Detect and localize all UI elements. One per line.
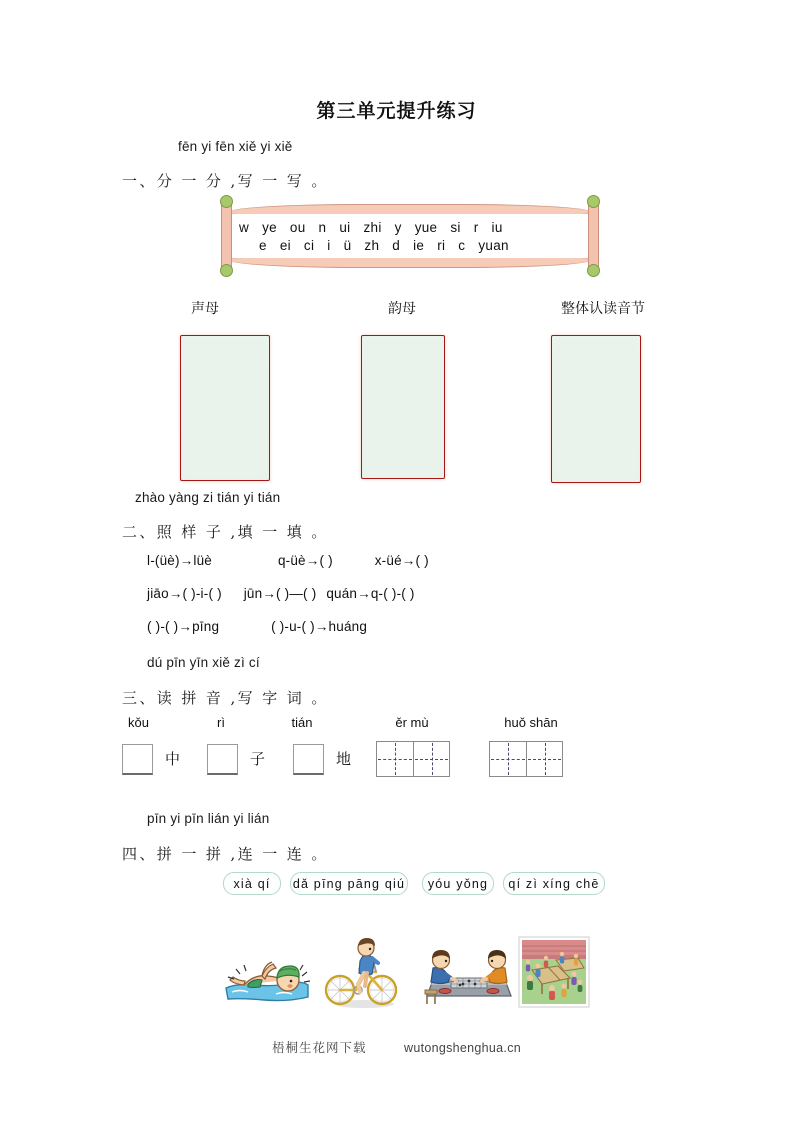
- section2-pinyin-prompt: zhào yàng zi tián yi tián: [135, 490, 281, 505]
- pinyin-token: r: [473, 219, 479, 235]
- pill-xia-qi[interactable]: xià qí: [223, 872, 281, 895]
- pinyin-token: e: [259, 237, 267, 253]
- trailing-char-zi: 子: [250, 750, 266, 768]
- syllable-label-ri: rì: [217, 715, 225, 730]
- exercise-item[interactable]: x-üé→( ): [374, 553, 429, 568]
- exercise-item[interactable]: jūn→( )—( ): [243, 586, 317, 601]
- section3-pinyin-prompt: dú pīn yīn xiě zì cí: [147, 655, 260, 670]
- exercise-item[interactable]: ( )-u-( )→huáng: [271, 619, 368, 634]
- pinyin-token: yuan: [478, 237, 509, 253]
- syllable-label-ermu: ěr mù: [395, 715, 429, 730]
- section3-heading: 三、读 拼 音 ,写 字 词 。: [122, 689, 329, 707]
- pinyin-token: zhi: [363, 219, 382, 235]
- pinyin-token: ri: [437, 237, 446, 253]
- category-label-zhengti: 整体认读音节: [561, 301, 645, 317]
- scroll-row-1: [239, 220, 591, 235]
- section4-pinyin-prompt: pīn yi pīn lián yi lián: [147, 811, 270, 826]
- pill-you-yong[interactable]: yóu yǒng: [422, 872, 494, 895]
- trailing-char-zhong: 中: [165, 750, 181, 768]
- pinyin-token: ie: [413, 237, 425, 253]
- scroll-rod-left: [221, 200, 232, 274]
- exercise-item: l-(üè)→lüè: [147, 553, 213, 568]
- swimming-illustration: [218, 940, 318, 1008]
- answer-box-inner: [183, 338, 267, 478]
- exercise-item[interactable]: ( )-( )→pīng: [147, 619, 220, 634]
- exercise-row-3: [147, 619, 367, 634]
- footer-site-name: 梧桐生花网下载: [272, 1040, 367, 1055]
- pinyin-scroll-banner: [221, 196, 599, 276]
- exercise-item[interactable]: q-üè→( ): [277, 553, 333, 568]
- pinyin-token: d: [392, 237, 401, 253]
- pinyin-token: y: [394, 219, 402, 235]
- tianzi-grid-ermu[interactable]: [376, 741, 450, 777]
- write-box-tian[interactable]: [293, 744, 324, 775]
- chess-illustration: [419, 938, 519, 1010]
- answer-box-inner: [364, 338, 442, 476]
- tianzi-cell[interactable]: [526, 742, 562, 776]
- pinyin-token: iu: [491, 219, 503, 235]
- exercise-item[interactable]: jiāo→( )-i-( ): [147, 586, 222, 601]
- scroll-row-2: [239, 238, 591, 253]
- scroll-knob-top-left-icon: [220, 195, 233, 208]
- answer-box-shengmu[interactable]: [180, 335, 270, 481]
- scroll-knob-top-right-icon: [587, 195, 600, 208]
- pinyin-token: ye: [262, 219, 277, 235]
- syllable-label-tian: tián: [291, 715, 313, 730]
- pinyin-token: ui: [339, 219, 351, 235]
- pinyin-token: i: [327, 237, 331, 253]
- cycling-illustration: [320, 932, 404, 1010]
- section1-pinyin-prompt: fēn yi fēn xiě yi xiě: [178, 139, 293, 154]
- pinyin-token: c: [458, 237, 466, 253]
- pinyin-token: ü: [343, 237, 352, 253]
- pinyin-token: si: [450, 219, 461, 235]
- answer-box-zhengti[interactable]: [551, 335, 641, 483]
- scroll-knob-bottom-left-icon: [220, 264, 233, 277]
- pinyin-token: w: [239, 219, 250, 235]
- answer-box-yunmu[interactable]: [361, 335, 445, 479]
- section1-heading: 一、分 一 分 ,写 一 写 。: [122, 172, 329, 190]
- scroll-paper: [229, 214, 591, 258]
- tianzi-cell[interactable]: [377, 742, 413, 776]
- scroll-knob-bottom-right-icon: [587, 264, 600, 277]
- exercise-item[interactable]: quán→q-( )-( ): [326, 586, 415, 601]
- pinyin-token: ci: [303, 237, 315, 253]
- pinyin-token: zh: [364, 237, 380, 253]
- category-label-shengmu: 声母: [191, 301, 219, 317]
- scroll-rod-right: [588, 200, 599, 274]
- pinyin-token: ou: [289, 219, 306, 235]
- footer-site-url: wutongshenghua.cn: [404, 1041, 521, 1055]
- pill-da-ping-pang-qiu[interactable]: dǎ pīng pāng qiú: [290, 872, 408, 895]
- pinyin-token: n: [318, 219, 327, 235]
- tianzi-grid-huoshan[interactable]: [489, 741, 563, 777]
- pill-qi-zi-xing-che[interactable]: qí zì xíng chē: [503, 872, 605, 895]
- pinyin-token: ei: [279, 237, 291, 253]
- footer: [0, 1038, 793, 1056]
- pingpong-scene-illustration: [518, 936, 590, 1008]
- category-label-yunmu: 韵母: [388, 301, 416, 317]
- write-box-ri[interactable]: [207, 744, 238, 775]
- exercise-row-1: [147, 553, 429, 568]
- answer-box-inner: [554, 338, 638, 480]
- syllable-label-huoshan: huǒ shān: [504, 715, 558, 730]
- section2-heading: 二、照 样 子 ,填 一 填 。: [122, 523, 329, 541]
- section4-heading: 四、拼 一 拼 ,连 一 连 。: [122, 845, 329, 863]
- syllable-label-kou: kǒu: [128, 715, 149, 730]
- write-box-kou[interactable]: [122, 744, 153, 775]
- trailing-char-di: 地: [336, 750, 352, 768]
- exercise-row-2: [147, 586, 415, 601]
- pinyin-token: yue: [414, 219, 438, 235]
- tianzi-cell[interactable]: [490, 742, 526, 776]
- page-title: 第三单元提升练习: [316, 100, 477, 122]
- tianzi-cell[interactable]: [413, 742, 449, 776]
